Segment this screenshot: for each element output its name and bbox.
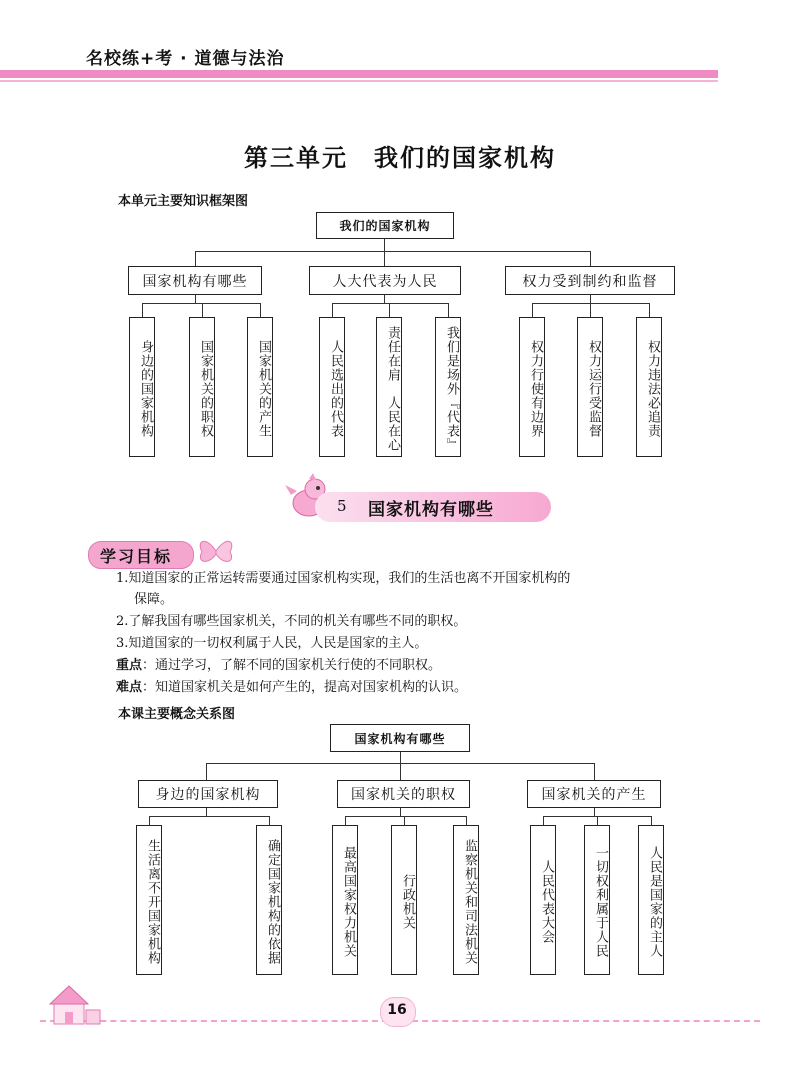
connector xyxy=(206,808,207,816)
connector xyxy=(400,808,401,816)
connector xyxy=(532,303,533,317)
header-bar-thin xyxy=(0,80,718,82)
connector xyxy=(195,251,591,252)
goal-item-3: 3.知道国家的一切权利属于人民，人民是国家的主人。 xyxy=(116,636,428,651)
connector xyxy=(345,816,346,825)
difficult-point xyxy=(116,679,716,697)
unit-title: 第三单元 我们的国家机构 xyxy=(244,143,556,172)
connector xyxy=(590,303,591,317)
connector xyxy=(332,303,449,304)
house-decoration-icon xyxy=(46,980,106,1032)
connector xyxy=(195,295,196,303)
connector xyxy=(149,816,150,825)
connector xyxy=(649,303,650,317)
page-number: 16 xyxy=(387,1002,407,1018)
connector xyxy=(384,295,385,303)
framework-branch-1: 国家机构有哪些 xyxy=(128,266,262,295)
header-bar xyxy=(0,70,718,78)
diff-text: ：知道国家机关是如何产生的，提高对国家机构的认识。 xyxy=(142,680,468,695)
connector xyxy=(651,816,652,825)
key-text: ：通过学习，了解不同的国家机关行使的不同职权。 xyxy=(142,658,442,673)
framework-leaf: 权力行使有边界 xyxy=(519,317,545,457)
framework-leaf: 权力违法必追责 xyxy=(636,317,662,457)
framework-leaf: 我们是场外『代表』 xyxy=(435,317,461,457)
concept-branch-2: 国家机关的职权 xyxy=(337,780,470,808)
goals-badge-label: 学习目标 xyxy=(100,547,173,566)
framework-leaf: 身边的国家机构 xyxy=(129,317,155,457)
concept-heading: 本课主要概念关系图 xyxy=(118,707,236,722)
connector xyxy=(590,251,591,266)
concept-root: 国家机构有哪些 xyxy=(330,724,470,752)
framework-leaf: 责任在肩 人民在心 xyxy=(376,317,402,457)
framework-leaf: 权力运行受监督 xyxy=(577,317,603,457)
goal-item-1-cont: 保障。 xyxy=(134,592,174,607)
concept-leaf: 确定国家机构的依据 xyxy=(256,825,282,975)
concept-leaf: 监察机关和司法机关 xyxy=(453,825,479,975)
framework-leaf: 国家机关的职权 xyxy=(189,317,215,457)
key-point xyxy=(116,657,716,675)
framework-heading: 本单元主要知识框架图 xyxy=(118,194,249,209)
connector xyxy=(206,763,207,780)
concept-leaf: 人民代表大会 xyxy=(530,825,556,975)
key-label: 重点 xyxy=(116,658,143,673)
framework-branch-2: 人大代表为人民 xyxy=(309,266,461,295)
concept-leaf: 人民是国家的主人 xyxy=(638,825,664,975)
connector xyxy=(384,251,385,266)
connector xyxy=(543,816,544,825)
connector xyxy=(466,816,467,825)
connector xyxy=(590,295,591,303)
connector xyxy=(384,239,385,251)
connector xyxy=(202,303,203,317)
connector xyxy=(149,816,270,817)
framework-branch-3: 权力受到制约和监督 xyxy=(505,266,675,295)
connector xyxy=(142,303,143,317)
connector xyxy=(400,752,401,763)
connector xyxy=(389,303,390,317)
connector xyxy=(594,808,595,816)
connector xyxy=(269,816,270,825)
framework-root: 我们的国家机构 xyxy=(316,212,454,239)
connector xyxy=(345,816,467,817)
framework-leaf: 人民选出的代表 xyxy=(319,317,345,457)
lesson-number: 5 xyxy=(337,497,347,515)
goal-item-2: 2.了解我国有哪些国家机关，不同的机关有哪些不同的职权。 xyxy=(116,614,467,629)
diff-label: 难点 xyxy=(116,680,143,695)
concept-branch-3: 国家机关的产生 xyxy=(527,780,661,808)
connector xyxy=(404,816,405,825)
connector xyxy=(260,303,261,317)
concept-leaf: 行政机关 xyxy=(391,825,417,975)
book-title: 名校练+考 · 道德与法治 xyxy=(86,49,285,69)
connector xyxy=(448,303,449,317)
goal-item-1: 1.知道国家的正常运转需要通过国家机构实现，我们的生活也离不开国家机构的 xyxy=(116,571,571,586)
connector xyxy=(597,816,598,825)
framework-leaf: 国家机关的产生 xyxy=(247,317,273,457)
lesson-title: 国家机构有哪些 xyxy=(368,500,494,520)
concept-leaf: 一切权利属于人民 xyxy=(584,825,610,975)
connector xyxy=(400,763,401,780)
connector xyxy=(332,303,333,317)
concept-leaf: 最高国家权力机关 xyxy=(332,825,358,975)
butterfly-icon xyxy=(196,534,236,572)
connector xyxy=(195,251,196,266)
concept-leaf: 生活离不开国家机构 xyxy=(136,825,162,975)
concept-branch-1: 身边的国家机构 xyxy=(138,780,278,808)
connector xyxy=(594,763,595,780)
